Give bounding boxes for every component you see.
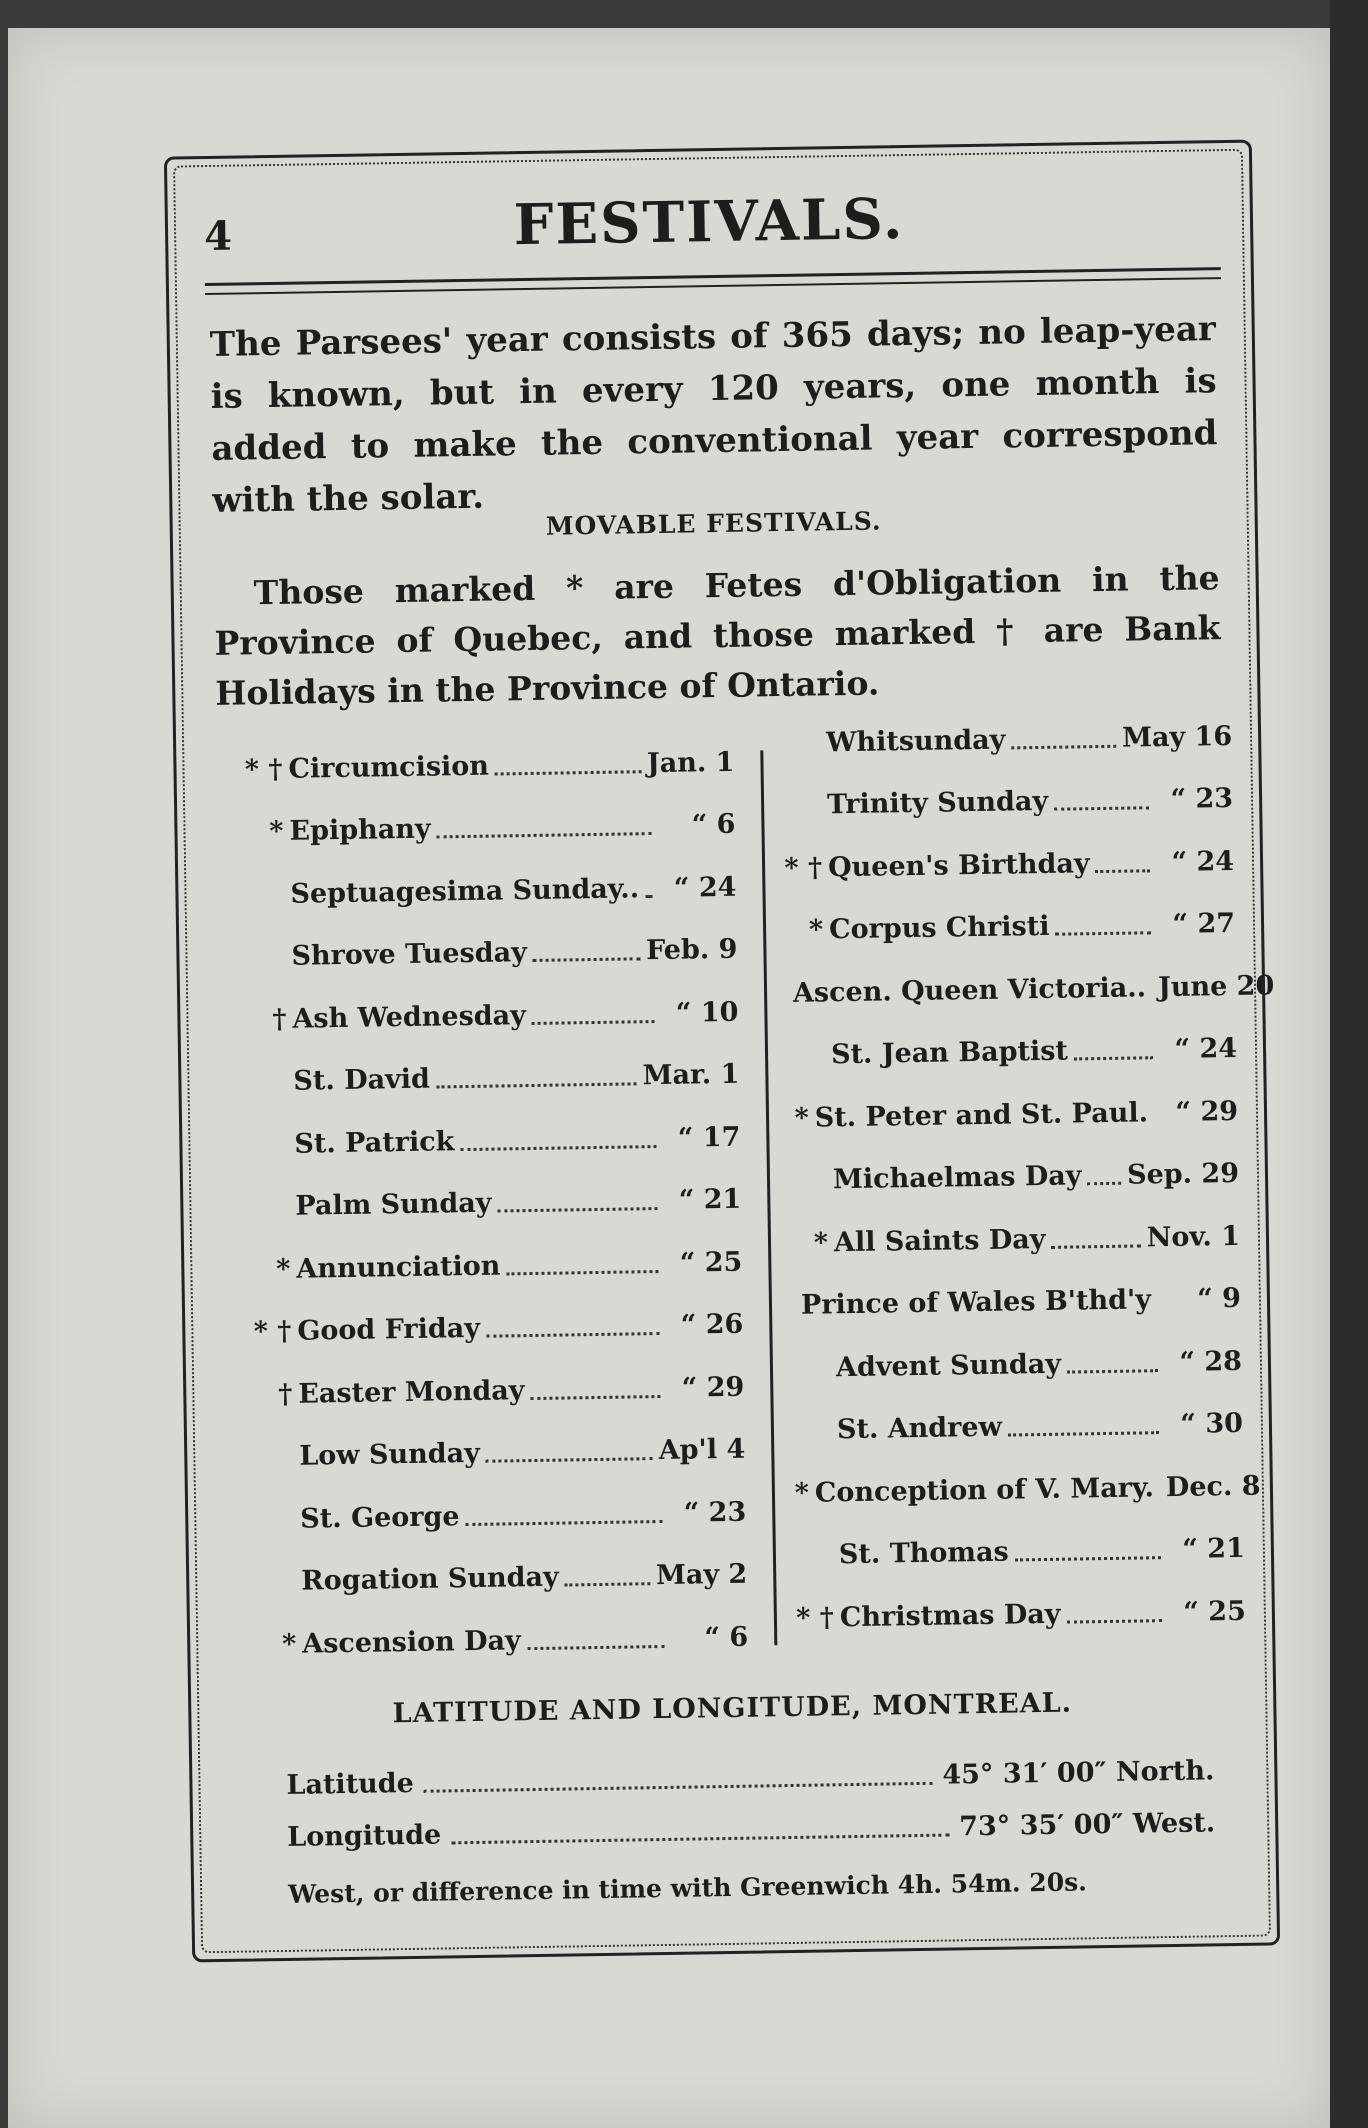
festival-mark	[231, 1206, 295, 1207]
festival-row	[230, 1106, 741, 1177]
festival-name: All Saints Day	[833, 1223, 1046, 1259]
festival-mark	[226, 894, 290, 895]
festival-date: “ 9	[1196, 1283, 1242, 1315]
festival-mark	[789, 1180, 833, 1181]
festival-row	[785, 892, 1236, 962]
festival-mark: *	[269, 816, 284, 848]
festival-name: Rogation Sunday	[301, 1561, 559, 1597]
leader-dots	[1056, 931, 1152, 936]
festival-date: Mar. 1	[642, 1058, 740, 1092]
leader-dots	[1008, 1431, 1159, 1436]
festival-mark	[787, 1055, 831, 1056]
festival-name: Circumcision	[288, 750, 490, 785]
festival-row	[226, 856, 737, 927]
festival-date: “ 25	[1183, 1595, 1247, 1628]
festival-name: St. Jean Baptist	[830, 1035, 1069, 1071]
festival-mark	[795, 1555, 839, 1556]
longitude-label: Longitude	[287, 1819, 442, 1853]
leader-dots	[1067, 1619, 1162, 1623]
leader-dots	[1088, 1182, 1122, 1186]
festival-date: June 20	[1157, 970, 1275, 1003]
leader-dots	[506, 1270, 658, 1275]
festival-mark: * †	[796, 1602, 835, 1634]
leader-dots	[565, 1582, 650, 1586]
page-title: FESTIVALS.	[513, 186, 905, 259]
festival-name: Ash Wednesday	[292, 999, 527, 1035]
festival-date: “ 6	[704, 1621, 749, 1654]
leader-dots	[451, 1834, 949, 1845]
festival-name: St. Peter and St. Paul.	[814, 1097, 1149, 1134]
festival-date: Jan. 1	[646, 746, 735, 779]
leader-dots	[1052, 1244, 1141, 1248]
festival-date: “ 24	[1171, 845, 1235, 878]
festival-name: Annunciation	[296, 1250, 501, 1285]
leader-dots	[1054, 807, 1149, 811]
festival-mark	[227, 957, 291, 958]
festival-date: Ap'l 4	[658, 1433, 746, 1467]
festival-date: “ 25	[679, 1246, 743, 1279]
festival-mark	[235, 1456, 299, 1457]
festival-row	[793, 1455, 1261, 1525]
page-edge	[1330, 0, 1368, 2128]
movable-festivals-heading: MOVABLE FESTIVALS.	[545, 506, 882, 541]
festival-name: Corpus Christi	[828, 911, 1050, 946]
festival-mark	[783, 805, 827, 806]
festival-name: Prince of Wales B'thd'y	[800, 1284, 1152, 1322]
leader-dots	[531, 1395, 661, 1400]
festival-date: “ 24	[673, 871, 737, 904]
festival-mark	[792, 1367, 836, 1368]
festival-mark	[793, 1430, 837, 1431]
festival-row	[224, 731, 735, 802]
festival-name: Trinity Sunday	[826, 786, 1049, 821]
festival-row	[231, 1168, 742, 1239]
festival-row	[795, 1580, 1246, 1650]
leader-dots	[1011, 745, 1116, 750]
latitude-value: 45° 31′ 00″ North.	[942, 1755, 1215, 1791]
festival-date: May 2	[655, 1558, 748, 1592]
festival-row	[237, 1543, 748, 1614]
festival-mark: * †	[253, 1316, 292, 1348]
festival-name: Shrove Tuesday	[291, 937, 528, 972]
leader-dots	[436, 1083, 637, 1089]
festival-mark: *	[794, 1477, 810, 1509]
festival-name: Easter Monday	[298, 1374, 525, 1410]
festival-name: Ascen. Queen Victoria..	[792, 972, 1147, 1009]
festival-mark	[782, 743, 826, 744]
leader-dots	[495, 770, 641, 775]
festival-row	[235, 1418, 746, 1489]
leader-dots	[533, 958, 640, 963]
festival-row	[236, 1481, 747, 1552]
festival-name: St. David	[293, 1063, 431, 1097]
festival-date: Feb. 9	[645, 933, 738, 967]
page-number: 4	[203, 212, 233, 261]
festival-row	[234, 1356, 745, 1427]
festival-date: “ 6	[691, 809, 736, 841]
festival-name: St. George	[300, 1500, 460, 1535]
festival-mark: *	[794, 1102, 809, 1134]
festival-date: “ 26	[680, 1308, 744, 1341]
festival-date: “ 27	[1172, 908, 1236, 941]
leader-dots	[486, 1332, 659, 1338]
festival-mark: * †	[244, 753, 283, 786]
leader-dots	[1015, 1556, 1161, 1561]
festival-name: Septuagesima Sunday..	[290, 873, 640, 910]
festival-mark	[229, 1081, 293, 1082]
festival-name: Christmas Day	[839, 1598, 1061, 1633]
festival-mark	[237, 1581, 301, 1582]
latitude-label: Latitude	[286, 1767, 415, 1801]
movable-festivals-note: Those marked * are Fetes d'Obligation in the Province of Quebec, and those marked † are Bank Holidays in the Province of Ontario.	[214, 558, 1221, 713]
festival-date: “ 29	[1175, 1095, 1239, 1128]
leader-dots	[645, 895, 652, 898]
festival-mark: *	[813, 1227, 829, 1259]
festival-row	[790, 1205, 1241, 1275]
festival-date: Sep. 29	[1126, 1158, 1240, 1191]
leader-dots	[498, 1207, 658, 1213]
festival-date: “ 10	[675, 996, 739, 1029]
festival-name: St. Patrick	[294, 1125, 455, 1160]
festival-row	[782, 705, 1233, 775]
leader-dots	[1074, 1056, 1153, 1060]
festival-name: St. Thomas	[838, 1536, 1009, 1571]
festival-name: St. Andrew	[836, 1411, 1003, 1446]
festivals-frame	[164, 140, 1280, 1963]
festival-row	[792, 1330, 1243, 1400]
festival-name: Ascension Day	[302, 1624, 521, 1660]
festival-row	[229, 1043, 740, 1114]
festival-date: “ 17	[677, 1121, 741, 1154]
festival-mark: *	[808, 914, 824, 946]
leader-dots	[466, 1520, 663, 1526]
festival-date: “ 29	[681, 1371, 745, 1404]
festival-date: “ 30	[1180, 1408, 1244, 1441]
latitude-longitude-heading: LATITUDE AND LONGITUDE, MONTREAL.	[392, 1687, 1073, 1730]
festival-row	[788, 1080, 1239, 1150]
festival-row	[783, 767, 1234, 837]
leader-dots	[1067, 1369, 1158, 1373]
festival-mark: *	[276, 1253, 291, 1285]
parsees-intro-paragraph: The Parsees' year consists of 365 days; no leap-year is known, but in every 120 years, one month is added to make the conventional year correspond with the solar.	[209, 309, 1218, 521]
festival-row	[225, 793, 736, 864]
festival-row	[238, 1606, 749, 1677]
festivals-right-column	[782, 705, 1275, 1649]
leader-dots	[1096, 869, 1151, 873]
festival-mark: †	[277, 1378, 293, 1410]
leader-dots	[460, 1145, 656, 1151]
festival-mark: *	[281, 1628, 297, 1660]
leader-dots	[424, 1782, 933, 1793]
festival-row	[786, 955, 1275, 1025]
festival-mark: * †	[784, 852, 823, 884]
festival-date: Nov. 1	[1146, 1220, 1241, 1254]
festival-row	[787, 1017, 1238, 1087]
festival-row	[232, 1231, 743, 1302]
festival-row	[794, 1517, 1245, 1587]
longitude-value: 73° 35′ 00″ West.	[958, 1807, 1216, 1843]
festival-row	[233, 1293, 744, 1364]
festival-date: Dec. 8	[1165, 1470, 1261, 1503]
festival-mark	[230, 1144, 294, 1145]
festival-name: Good Friday	[297, 1313, 481, 1347]
festival-date: May 16	[1121, 720, 1233, 754]
festival-date: “ 21	[1182, 1533, 1246, 1566]
leader-dots	[437, 832, 652, 838]
festival-date: “ 21	[678, 1183, 742, 1216]
festival-date: “ 28	[1179, 1345, 1243, 1378]
festival-name: Michaelmas Day	[832, 1160, 1082, 1196]
festival-name: Epiphany	[289, 813, 431, 848]
festival-row	[228, 981, 739, 1052]
festival-date: “ 23	[683, 1496, 747, 1529]
festival-name: Palm Sunday	[295, 1187, 492, 1222]
festival-mark: †	[272, 1003, 287, 1035]
festival-row	[784, 830, 1235, 900]
greenwich-time-difference: West, or difference in time with Greenwich 4h. 54m. 20s.	[287, 1867, 1088, 1909]
leader-dots	[486, 1457, 653, 1463]
festival-name: Queen's Birthday	[827, 847, 1090, 884]
festival-row	[791, 1267, 1242, 1337]
festival-name: Whitsunday	[825, 724, 1006, 759]
leader-dots	[527, 1645, 665, 1650]
festival-mark	[236, 1519, 300, 1520]
festival-name: Conception of V. Mary.	[814, 1472, 1155, 1509]
leader-dots	[532, 1020, 655, 1025]
festival-date: “ 24	[1174, 1033, 1238, 1066]
festival-row	[789, 1142, 1240, 1212]
festivals-left-column	[224, 731, 749, 1676]
festival-date: “ 23	[1170, 783, 1234, 816]
festival-name: Advent Sunday	[835, 1348, 1062, 1383]
festival-row	[227, 918, 738, 989]
festival-row	[792, 1392, 1243, 1462]
festival-name: Low Sunday	[299, 1438, 481, 1472]
